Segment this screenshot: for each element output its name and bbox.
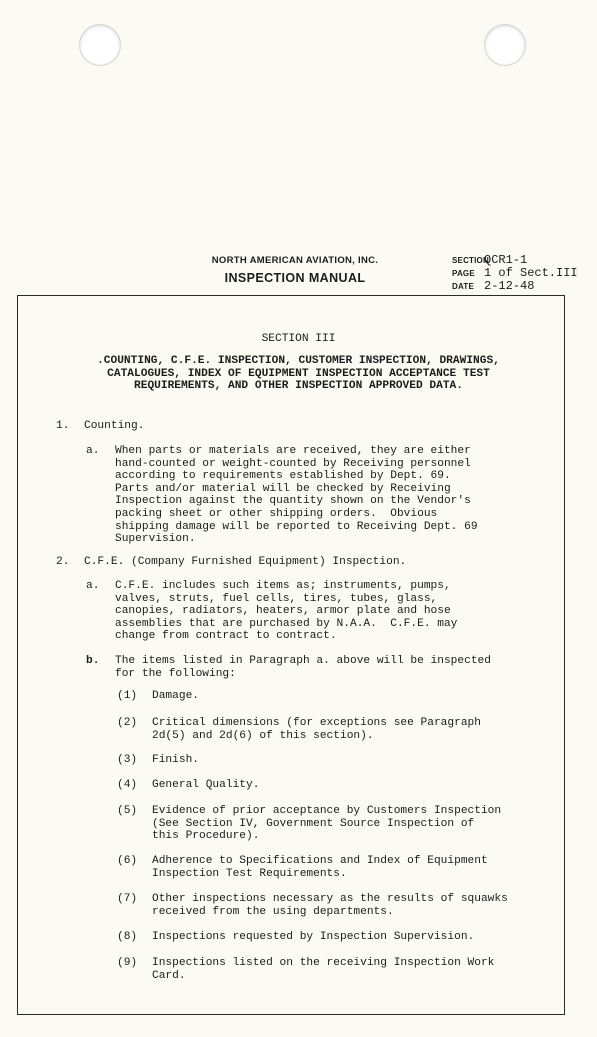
section-row [452,253,592,266]
subitem-text: Finish. [152,754,199,766]
manual-title: INSPECTION MANUAL [224,271,366,285]
page-row [452,266,592,279]
section-heading: SECTION III [261,333,336,345]
subitem-number: (5) [117,805,138,817]
item-2-number: 2. [56,556,70,568]
section-label: SECTION [452,256,489,265]
page-value: 1 of Sect.III [484,266,578,280]
item-2b-label: b. [86,655,100,667]
subitem-text: Adherence to Specifications and Index of Equipment Inspection Test Requirements. [152,855,488,880]
subitem-number: (4) [117,779,138,791]
subitem-number: (2) [117,717,138,729]
subitem-text: Critical dimensions (for exceptions see Paragraph 2d(5) and 2d(6) of this section). [152,717,481,742]
item-2-heading: C.F.E. (Company Furnished Equipment) Inspection. [84,556,407,568]
date-value: 2-12-48 [484,279,535,293]
subitem-number: (6) [117,855,138,867]
item-2a-text: C.F.E. includes such items as; instruments, pumps, valves, struts, fuel cells, tires, tubes, glass, canopies, radiators, heaters, armor plate and hose assemblies that are purchased by N.A.A. C.F.E. may change from contract to contract. [115,580,458,643]
item-2b-text: The items listed in Paragraph a. above will be inspected for the following: [115,655,491,680]
item-2a-label: a. [86,580,100,592]
date-row [452,279,592,292]
subitem-text: Evidence of prior acceptance by Customers Inspection (See Section IV, Government Source Inspection of this Procedure). [152,805,502,843]
company-name: NORTH AMERICAN AVIATION, INC. [211,255,379,266]
subitem-number: (3) [117,754,138,766]
date-label: DATE [452,282,474,291]
punch-hole-right [484,24,526,66]
subitem-text: Inspections requested by Inspection Supervision. [152,931,475,943]
page-label: PAGE [452,269,475,278]
item-1-heading: Counting. [84,420,145,432]
item-1a-text: When parts or materials are received, they are either hand-counted or weight-counted by Receiving personnel according to requirements established by Dept. 69. Parts and/or material will be checked by Receiving Inspection against the quantity shown on the Vendor's packing sheet or other shipping orders. Obvious shipping damage will be reported to Receiving Dept. 69 Supervision. [115,445,478,546]
subitem-text: Damage. [152,690,199,702]
document-info [452,253,592,292]
subitem-text: Other inspections necessary as the results of squawks received from the using departments. [152,893,508,918]
subitem-text: Inspections listed on the receiving Inspection Work Card. [152,957,495,982]
item-1a-label: a. [86,445,100,457]
subitem-number: (7) [117,893,138,905]
subitem-number: (9) [117,957,138,969]
subitem-number: (8) [117,931,138,943]
section-value: QCR1-1 [484,253,528,267]
page-header [180,255,410,285]
item-1-number: 1. [56,420,70,432]
subitem-number: (1) [117,690,138,702]
section-title: .COUNTING, C.F.E. INSPECTION, CUSTOMER INSPECTION, DRAWINGS, CATALOGUES, INDEX OF EQUIPMENT INSPECTION ACCEPTANCE TEST REQUIREMENTS, AND OTHER INSPECTION APPROVED DATA. [97,355,500,393]
subitem-text: General Quality. [152,779,260,791]
punch-hole-left [79,24,121,66]
